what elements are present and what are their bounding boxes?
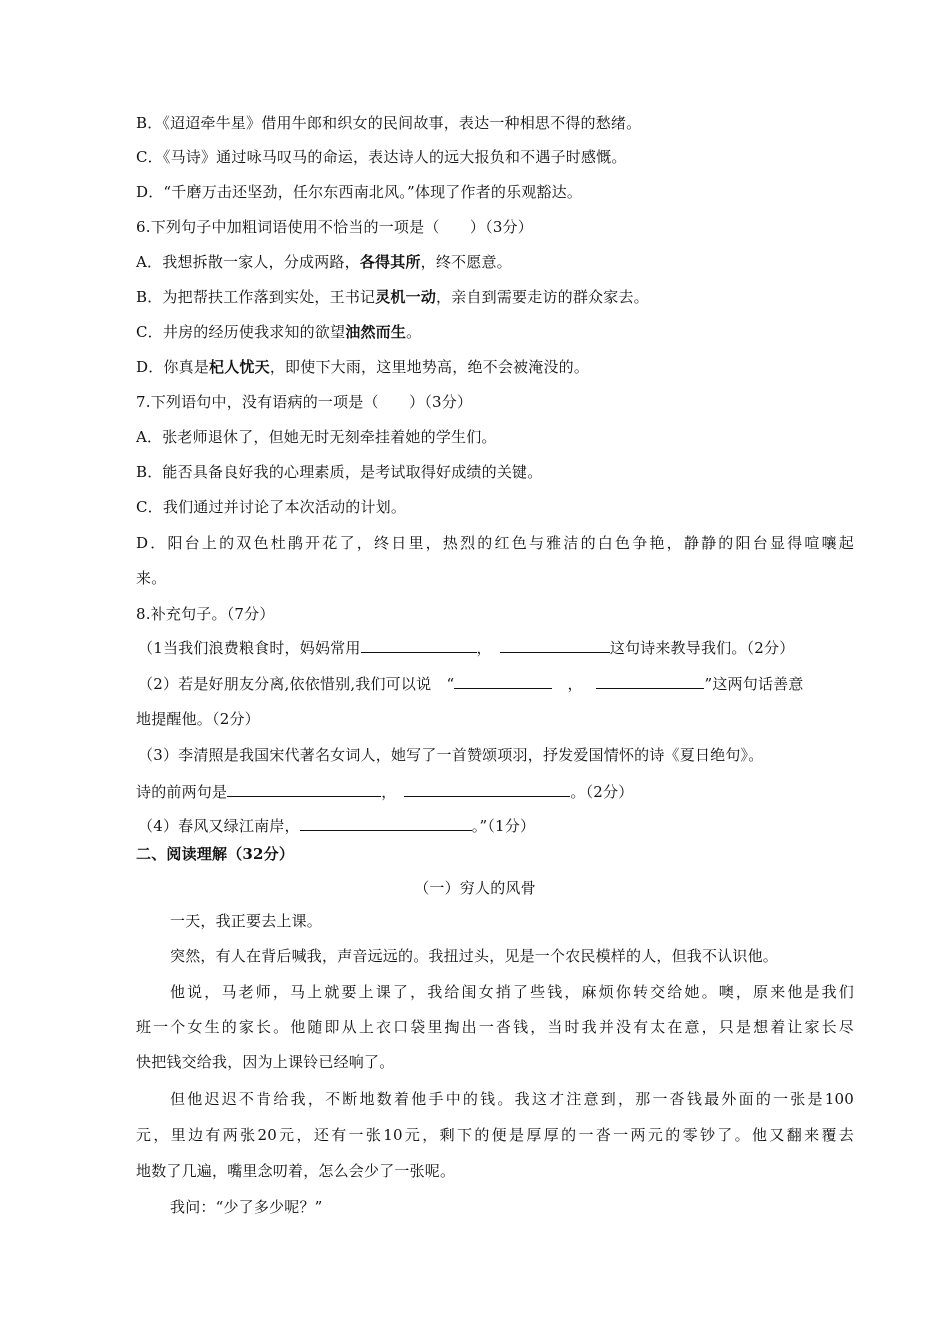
passage-paragraph-3-line2: 班一个女生的家长。他随即从上衣口袋里掏出一沓钱，当时我并没有太在意，只是想着让家长尽: [136, 1018, 854, 1036]
q5-option-c: C．《马诗》通过咏马叹马的命运，表达诗人的远大报负和不遇子时感慨。: [136, 148, 627, 166]
q8-s3-text-end: 。（2分）: [570, 783, 634, 801]
q8-sentence-3-line2: [136, 781, 854, 803]
q7-option-b: B．能否具备良好我的心理素质，是考试取得好成绩的关键。: [136, 463, 543, 481]
q8-sentence-4: [138, 815, 854, 837]
q8-sentence-2-line2: 地提醒他。（2分）: [136, 710, 260, 728]
q6-option-d-text-end: ，即使下大雨，这里地势高，绝不会被淹没的。: [269, 358, 590, 376]
q6-option-c-bold-term: 油然而生: [345, 323, 407, 341]
q8-s3-text: 诗的前两句是: [136, 783, 228, 801]
q8-s3-comma: ，: [381, 783, 397, 801]
passage-paragraph-3-line3: 快把钱交给我，因为上课铃已经响了。: [136, 1053, 395, 1071]
passage-paragraph-4-line1: 但他迟迟不肯给我，不断地数着他手中的钱。我这才注意到，那一沓钱最外面的一张是100: [170, 1090, 854, 1108]
passage-paragraph-2: 突然，有人在背后喊我，声音远远的。我扭过头，见是一个农民模样的人，但我不认识他。: [170, 947, 779, 965]
q8-s1-text: （1当我们浪费粮食时，妈妈常用: [138, 639, 361, 657]
q6-option-d-text: D．你真是: [136, 358, 210, 376]
q6-option-c: [136, 321, 854, 343]
passage-paragraph-1: 一天，我正要去上课。: [170, 912, 323, 930]
q6-option-b: [136, 286, 854, 308]
q6-option-a-bold-term: 各得其所: [359, 253, 421, 271]
q5-option-d: D．“千磨万击还坚劲，任尔东西南北风。”体现了作者的乐观豁达。: [136, 183, 583, 201]
q6-option-a-text: A．我想拆散一家人，分成两路，: [136, 253, 360, 271]
q8-s3-blank-1[interactable]: [227, 781, 381, 797]
q8-s2-text: （2）若是好朋友分离,依依惜别,我们可以说 “: [138, 675, 455, 693]
q6-option-b-bold-term: 灵机一动: [375, 288, 437, 306]
q8-s3-blank-2[interactable]: [404, 781, 570, 797]
q8-s2-blank-1[interactable]: [454, 673, 552, 689]
q8-s1-blank-2[interactable]: [500, 637, 610, 653]
q8-s1-text-end: 这句诗来教导我们。（2分）: [609, 639, 795, 657]
q8-s2-comma: ，: [552, 675, 591, 693]
passage-paragraph-3-line1: 他说，马老师，马上就要上课了，我给闺女捎了些钱，麻烦你转交给她。噢，原来他是我们: [170, 983, 854, 1001]
q7-option-a: A．张老师退休了，但她无时无刻牵挂着她的学生们。: [136, 428, 497, 446]
q8-stem: 8.补充句子。（7分）: [136, 605, 275, 623]
passage-title: （一）穷人的风骨: [414, 879, 536, 897]
q6-option-a: [136, 251, 854, 273]
q6-option-b-text: B．为把帮扶工作落到实处，王书记: [136, 288, 376, 306]
q6-option-b-text-end: ，亲自到需要走访的群众家去。: [436, 288, 649, 306]
q8-s2-text-end: ”这两句话善意: [704, 675, 804, 693]
passage-paragraph-4-line3: 地数了几遍，嘴里念叨着，怎么会少了一张呢。: [136, 1162, 456, 1180]
q5-option-b: B．《迢迢牵牛星》借用牛郎和织女的民间故事，表达一种相思不得的愁绪。: [136, 114, 642, 132]
q8-s4-text: （4）春风又绿江南岸，: [138, 817, 300, 835]
q7-stem: 7.下列语句中，没有语病的一项是（ ）（3分）: [136, 393, 473, 411]
q6-option-d: [136, 356, 854, 378]
q6-option-c-text-end: 。: [406, 323, 422, 341]
q6-stem: 6.下列句子中加粗词语使用不恰当的一项是（ ）（3分）: [136, 218, 533, 236]
q7-option-d-line1: D．阳台上的双色杜鹃开花了，终日里，热烈的红色与雅洁的白色争艳，静静的阳台显得喧嚷起: [136, 534, 854, 552]
q6-option-a-text-end: ，终不愿意。: [420, 253, 512, 271]
section-2-heading: 二、阅读理解（32分）: [136, 845, 295, 863]
q8-sentence-1: [138, 637, 854, 659]
q8-sentence-2: [138, 673, 854, 695]
q8-s4-text-end: 。”（1分）: [471, 817, 536, 835]
q7-option-c: C．我们通过并讨论了本次活动的计划。: [136, 498, 407, 516]
q6-option-d-bold-term: 杞人忧天: [209, 358, 270, 376]
q6-option-c-text: C．井房的经历使我求知的欲望: [136, 323, 346, 341]
q8-s4-blank[interactable]: [300, 815, 472, 831]
q8-s1-blank-1[interactable]: [361, 637, 477, 653]
q8-s2-blank-2[interactable]: [596, 673, 704, 689]
q8-sentence-3-line1: （3）李清照是我国宋代著名女词人，她写了一首赞颂项羽，抒发爱国情怀的诗《夏日绝句》。: [138, 746, 764, 764]
q7-option-d-line2: 来。: [136, 569, 167, 587]
passage-paragraph-5: 我问：“少了多少呢？”: [170, 1198, 323, 1216]
q8-s1-comma: ，: [476, 639, 492, 657]
passage-paragraph-4-line2: 元，里边有两张20元，还有一张10元，剩下的便是厚厚的一沓一两元的零钞了。他又翻来覆去: [136, 1126, 854, 1144]
